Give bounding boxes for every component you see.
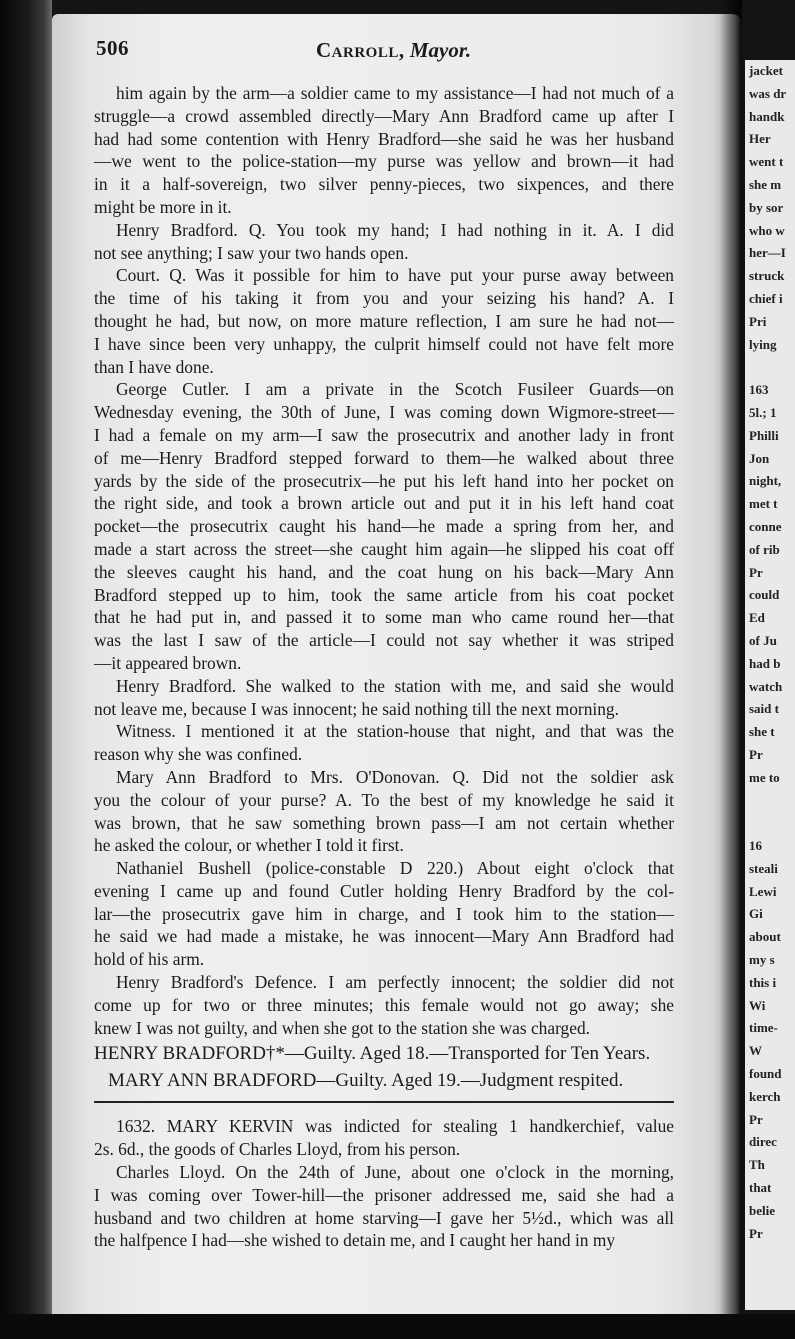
facing-line: met t	[749, 496, 778, 512]
text-line: than I have done.	[94, 356, 214, 377]
text-line: George Cutler. I am a private in the Scotch Fusileer Guards—on	[116, 379, 674, 400]
book-spine-shadow	[720, 0, 742, 1339]
facing-line: could	[749, 587, 780, 603]
case-divider	[94, 1101, 674, 1103]
text-line: you the colour of your purse? A. To the best of my knowledge he said it	[94, 789, 674, 810]
facing-line: lying	[749, 336, 777, 352]
facing-line: watch	[749, 678, 783, 694]
facing-line: direc	[749, 1134, 777, 1150]
scan-left-edge	[0, 0, 52, 1339]
text-line: Bradford stepped up to him, took the same article from his coat pocket	[94, 584, 674, 605]
text-line: 1632. MARY KERVIN was indicted for stealing 1 handkerchief, value	[116, 1116, 674, 1137]
text-line: husband and two children at home starving—I gave her 5½d., which was all	[94, 1207, 674, 1228]
facing-line: that	[749, 1180, 772, 1196]
facing-line: time-	[749, 1020, 778, 1036]
text-line: had had some contention with Henry Bradford—she said he was her husband	[94, 128, 674, 149]
text-line: lar—the prosecutrix gave him in charge, and I took him to the station—	[94, 903, 674, 924]
text-line: knew I was not guilty, and when she got to the station she was charged.	[94, 1017, 591, 1038]
facing-line: Ed	[749, 610, 765, 626]
facing-line: jacket	[749, 63, 783, 78]
text-line: might be more in it.	[94, 196, 232, 217]
text-line: Charles Lloyd. On the 24th of June, about one o'clock in the morning,	[116, 1162, 674, 1183]
text-line: Henry Bradford's Defence. I am perfectly innocent; the soldier did not	[116, 972, 674, 993]
facing-line: Her	[749, 131, 771, 147]
text-line: the right side, and took a brown article out and put it in his left hand coat	[94, 493, 674, 514]
facing-line: Wi	[749, 997, 766, 1013]
facing-line: found	[749, 1066, 782, 1082]
text-line: made a start across the street—she caught him again—he slipped his coat off	[94, 538, 674, 559]
facing-line: of Ju	[749, 632, 777, 648]
facing-line: kerch	[749, 1088, 781, 1104]
facing-line: about	[749, 929, 781, 945]
testimony-paragraphs	[94, 82, 674, 1039]
text-line: come up for two or three minutes; this female would not go away; she	[94, 994, 674, 1015]
text-line: I had a female on my arm—I saw the prosecutrix and another lady in front	[94, 424, 674, 445]
facing-line: belie	[749, 1202, 775, 1218]
facing-line: Gi	[749, 906, 763, 922]
text-line: not leave me, because I was innocent; he said nothing till the next morning.	[94, 698, 619, 719]
facing-line: Th	[749, 1157, 765, 1173]
facing-line: steali	[749, 860, 778, 876]
text-line: struggle—a crowd assembled directly—Mary Ann Bradford came up after I	[94, 105, 674, 126]
text-line: the time of his taking it from you and your seizing his hand? A. I	[94, 288, 674, 309]
text-line: of me—Henry Bradford stepped forward to them—he walked about three	[94, 447, 674, 468]
facing-line: 16	[749, 838, 762, 854]
verdict-line: MARY ANN BRADFORD—Guilty. Aged 19.—Judgment respited.	[108, 1070, 624, 1092]
text-line: Court. Q. Was it possible for him to have put your purse away between	[116, 265, 674, 286]
text-line: yards by the side of the prosecutrix—he put his left hand into her pocket on	[94, 470, 674, 491]
facing-line: said t	[749, 701, 779, 717]
running-head	[316, 38, 471, 63]
text-line: Henry Bradford. She walked to the station with me, and said she would	[116, 675, 674, 696]
page-body	[94, 82, 674, 1252]
text-line: him again by the arm—a soldier came to my assistance—I had not much of a	[116, 83, 674, 103]
facing-line: my s	[749, 952, 775, 968]
text-line: he said we had made a mistake, he was innocent—Mary Ann Bradford had	[94, 926, 674, 947]
facing-line: handk	[749, 108, 785, 124]
facing-line: had b	[749, 655, 781, 671]
facing-line: her—I	[749, 245, 786, 261]
text-line: I have since been very unhappy, the culprit himself could not have felt more	[94, 333, 674, 354]
next-case-paragraphs	[94, 1115, 674, 1252]
facing-line: was dr	[749, 85, 787, 101]
facing-line: Pr	[749, 564, 763, 580]
text-line: hold of his arm.	[94, 949, 205, 970]
verdict-line: HENRY BRADFORD†*—Guilty. Aged 18.—Transported for Ten Years.	[94, 1043, 651, 1065]
text-line: Wednesday evening, the 30th of June, I was coming down Wigmore-street—	[94, 402, 674, 423]
facing-line	[745, 812, 795, 835]
text-line: evening I came up and found Cutler holding Henry Bradford by the col-	[94, 880, 674, 901]
text-line: he asked the colour, or whether I told it first.	[94, 835, 404, 856]
facing-line: Philli	[749, 427, 779, 443]
scan-bottom-edge	[0, 1314, 795, 1339]
text-line: reason why she was confined.	[94, 744, 303, 765]
facing-line: went t	[749, 154, 784, 170]
facing-line: who w	[749, 222, 785, 238]
facing-line: 5l.; 1	[749, 404, 777, 420]
facing-line: she m	[749, 176, 782, 192]
facing-line: this i	[749, 974, 777, 990]
facing-line: 163	[749, 382, 769, 398]
facing-line: Pri	[749, 313, 767, 329]
facing-line: Lewi	[749, 883, 777, 899]
running-head-title: Mayor.	[409, 38, 472, 62]
page-number: 506	[96, 36, 129, 60]
facing-line: she t	[749, 724, 775, 740]
facing-line: Pr	[749, 1225, 763, 1241]
facing-line: W	[749, 1043, 762, 1059]
verdicts	[94, 1041, 674, 1093]
text-line: Henry Bradford. Q. You took my hand; I had nothing in it. A. I did	[116, 219, 674, 240]
facing-line: by sor	[749, 199, 784, 215]
facing-line: of rib	[749, 541, 780, 557]
text-line: thought he had, but now, on more mature reflection, I am sure he had not—	[94, 310, 674, 331]
text-line: in it a half-sovereign, two silver penny-pieces, two sixpences, and there	[94, 174, 674, 195]
text-line: was brown, that he saw something brown pass—I am not certain whether	[94, 812, 674, 833]
facing-line	[745, 356, 795, 379]
facing-page-fragment	[742, 60, 795, 1310]
text-line: —it appeared brown.	[94, 652, 242, 673]
facing-line: conne	[749, 518, 782, 534]
facing-line	[745, 790, 795, 813]
running-head-name: Carroll,	[316, 38, 405, 62]
text-line: —we went to the police-station—my purse was yellow and brown—it had	[94, 151, 674, 172]
text-line: not see anything; I saw your two hands open.	[94, 242, 409, 263]
text-line: 2s. 6d., the goods of Charles Lloyd, from his person.	[94, 1139, 461, 1160]
text-line: was the last I saw of the article—I could not say whether it was striped	[94, 630, 674, 651]
facing-line: Pr	[749, 1111, 763, 1127]
text-line: Witness. I mentioned it at the station-house that night, and that was the	[116, 721, 674, 742]
facing-page-lines	[745, 60, 795, 1245]
text-line: the halfpence I had—she wished to detain me, and I caught her hand in my	[94, 1230, 616, 1251]
facing-line: struck	[749, 268, 785, 284]
text-line: I was coming over Tower-hill—the prisoner addressed me, said she had a	[94, 1184, 674, 1205]
facing-line: Jon	[749, 450, 770, 466]
text-line: Mary Ann Bradford to Mrs. O'Donovan. Q. Did not the soldier ask	[116, 766, 674, 787]
text-line: the sleeves caught his hand, and the coat hung on his back—Mary Ann	[94, 561, 674, 582]
facing-line: chief i	[749, 290, 783, 306]
text-line: that he had put in, and passed it to some man who came round her—that	[94, 607, 674, 628]
facing-line: me to	[749, 769, 780, 785]
facing-line: night,	[749, 473, 782, 489]
text-line: Nathaniel Bushell (police-constable D 220.) About eight o'clock that	[116, 858, 674, 879]
text-line: pocket—the prosecutrix caught his hand—he made a spring from her, and	[94, 516, 674, 537]
facing-line: Pr	[749, 746, 763, 762]
